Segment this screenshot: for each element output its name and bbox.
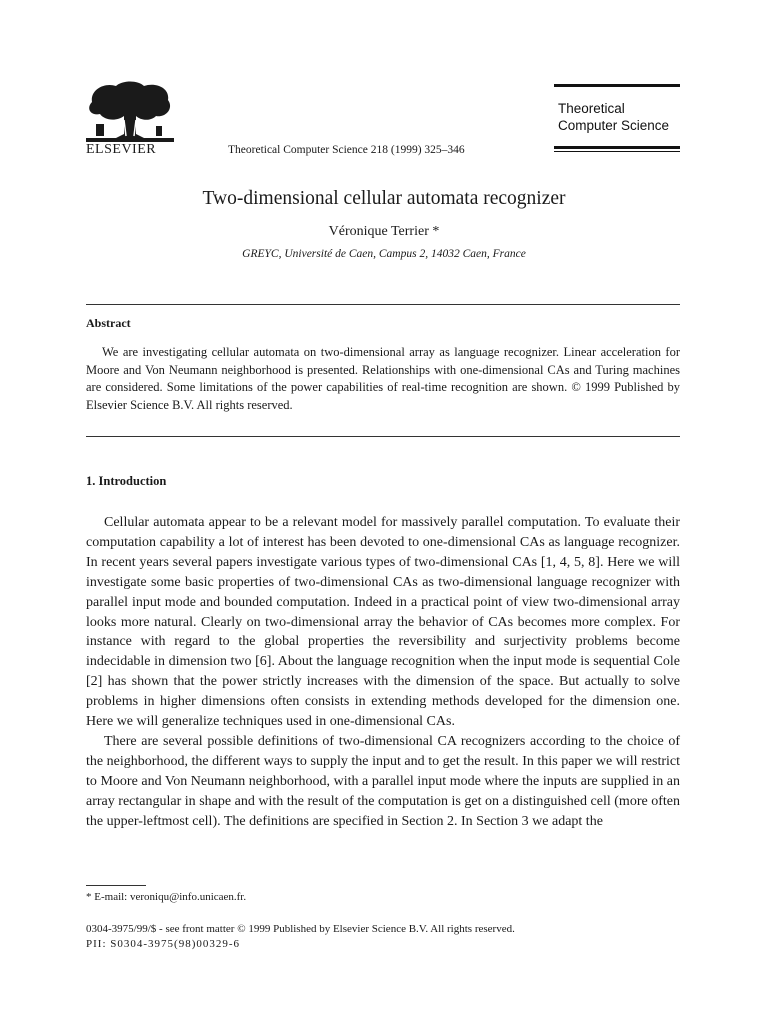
paper-title: Two-dimensional cellular automata recognizer xyxy=(202,188,566,209)
footnote-email: * E-mail: veroniqu@info.unicaen.fr. xyxy=(86,891,247,903)
masthead-rule-top xyxy=(554,84,680,87)
footnote-rule xyxy=(86,885,146,886)
journal-masthead xyxy=(554,84,680,152)
body-paragraph: There are several possible definitions of two-dimensional CA recognizers according to the choice of the neighborhood, the different ways to supply the input and to get the result. In this paper we will restrict to Moore and Von Neumann neighborhood, with a parallel input mode where the inputs are supplied in an array rectangular in shape and with the result of the computation is get on a distinguished cell (more often the upper-leftmost cell). The definitions are specified in Section 2. In Section 3 we adapt the xyxy=(86,733,680,829)
copyright-block xyxy=(86,922,515,952)
elsevier-tree-logo xyxy=(86,80,174,142)
journal-reference: Theoretical Computer Science 218 (1999) 325–346 xyxy=(228,144,465,156)
author-affiliation: GREYC, Université de Caen, Campus 2, 14032 Caen, France xyxy=(242,248,526,260)
abstract-rule-bottom xyxy=(86,436,680,437)
section-body xyxy=(86,513,680,832)
author-name: Véronique Terrier * xyxy=(328,224,440,239)
section-heading: 1. Introduction xyxy=(86,474,167,488)
pii-line: PII: S0304-3975(98)00329-6 xyxy=(86,938,241,950)
copyright-line: 0304-3975/99/$ - see front matter © 1999 Published by Elsevier Science B.V. All rights reserved. xyxy=(86,923,515,935)
abstract-text: We are investigating cellular automata on two-dimensional array as language recognizer. Linear acceleration for Moore and Von Neumann neighborhood is presented. Relationships with one-dimensional CAs and Turing machines are considered. Some limitations of the power capabilities of real-time recognition are shown. © 1999 Published by Elsevier Science B.V. All rights reserved. xyxy=(86,345,680,412)
masthead-rule-bottom xyxy=(554,146,680,152)
abstract-rule-top xyxy=(86,304,680,305)
journal-name-line1: Theoretical xyxy=(558,101,625,116)
body-paragraph: Cellular automata appear to be a relevant model for massively parallel computation. To evaluate their computation capability a lot of interest has been devoted to one-dimensional CAs as language recognizer. In recent years several papers investigate various types of two-dimensional CAs [1, 4, 5, 8]. Here we will investigate some basic properties of two-dimensional CAs as two-dimensional language recognizer with parallel input mode and bounded computation. Indeed in a practical point of view two-dimensional array looks more natural. Clearly on two-dimensional array the behavior of CAs becomes more complex. For instance with regard to the global properties the reversibility and surjectivity problems become indecidable in dimension two [6]. About the language recognition when the input mode is sequential Cole [2] has shown that the power strictly increases with the dimension of the space. But actually to solve problems in higher dimensions often consists in extending methods developed for the dimension one. Here we will generalize techniques used in one-dimensional CAs. xyxy=(86,515,680,730)
abstract-heading: Abstract xyxy=(86,316,131,330)
publisher-name: ELSEVIER xyxy=(86,142,157,157)
journal-name-line2: Computer Science xyxy=(558,118,670,133)
